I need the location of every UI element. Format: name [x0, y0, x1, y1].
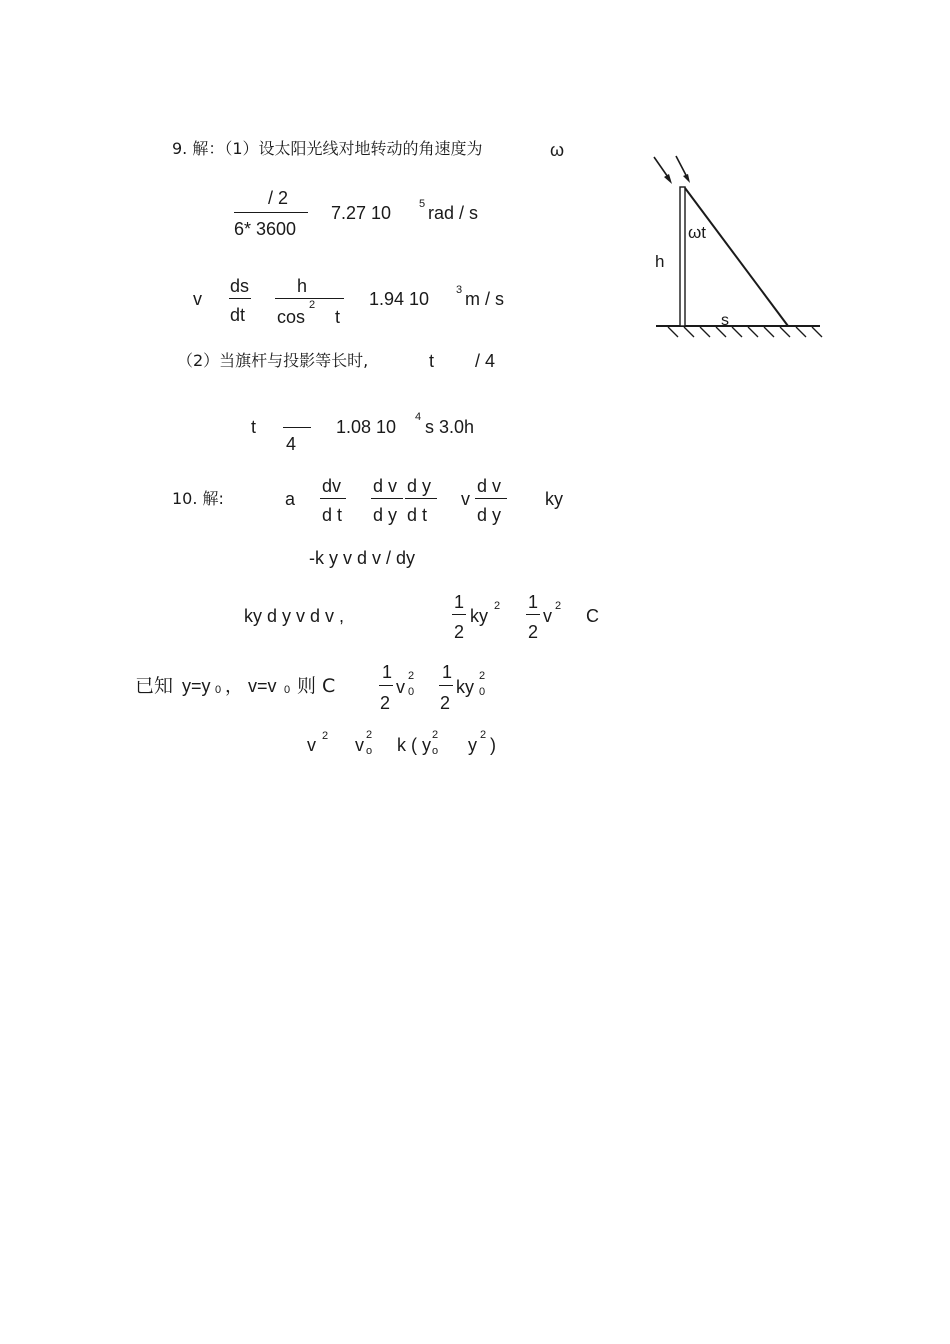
height-label: h: [655, 252, 665, 271]
row4-v: ， v=v: [225, 676, 277, 696]
row4-v0: v: [396, 677, 405, 697]
row3-half-b-bar: [526, 614, 540, 615]
eq2-lhs: v: [193, 289, 202, 309]
row5-y0-sup: 2: [432, 729, 439, 741]
row3-v-exp: 2: [555, 600, 562, 612]
part2-t: t: [429, 351, 435, 371]
row4-half-a-den: 2: [380, 693, 391, 713]
row3-c: C: [586, 606, 599, 626]
row4-half-a-bar: [379, 685, 393, 686]
row5-k-y: k ( y: [397, 735, 431, 755]
eq1-result: 7.27 10: [331, 203, 392, 223]
row1-frac4-den: d y: [477, 505, 502, 525]
row3-half-b-num: 1: [528, 592, 539, 612]
row1-frac3-num: d y: [407, 476, 432, 496]
row3-left: ky d y v d v ,: [244, 606, 345, 626]
eq1-denominator: 6* 3600: [234, 219, 297, 239]
row4-v0-sub: 0: [408, 686, 415, 698]
angle-label: ωt: [688, 223, 706, 242]
row1-frac2-num: d v: [373, 476, 398, 496]
eq2-frac2-den-t: t: [335, 307, 341, 327]
ground-hatching: [668, 327, 822, 337]
row4-half-a-num: 1: [382, 662, 393, 682]
flagpole-diagram: [640, 150, 830, 345]
row3-ky: ky: [470, 606, 488, 626]
eq1-unit: rad / s: [428, 203, 479, 223]
eq2-frac2-den-exp: 2: [309, 299, 316, 311]
row1-frac1-den: d t: [322, 505, 343, 525]
part2-text: （2）当旗杆与投影等长时,: [177, 351, 369, 370]
row3-ky-exp: 2: [494, 600, 501, 612]
row4-v0-sup: 2: [408, 670, 415, 682]
eq2-unit: m / s: [465, 289, 504, 309]
row4-v-sub: 0: [284, 684, 291, 696]
row4-half-b-den: 2: [440, 693, 451, 713]
row5-y0-sub: o: [432, 745, 439, 757]
omega-symbol: ω: [550, 140, 565, 160]
eq3-unit: s 3.0h: [425, 417, 475, 437]
row4-ky0: ky: [456, 677, 474, 697]
row5-v-sup: 2: [322, 730, 329, 742]
row3-half-a-den: 2: [454, 622, 465, 642]
eq2-frac2-num: h: [297, 276, 308, 296]
row5-v: v: [307, 735, 316, 755]
eq2-frac1-bar: [229, 298, 251, 299]
row4-ky0-sub: 0: [479, 686, 486, 698]
row1-v: v: [461, 489, 470, 509]
row5-vo: v: [355, 735, 364, 755]
row5-vo-sup: 2: [366, 729, 373, 741]
row1-frac2-bar: [371, 498, 403, 499]
row4-half-b-bar: [439, 685, 453, 686]
row4-half-b-num: 1: [442, 662, 453, 682]
row3-half-a-bar: [452, 614, 466, 615]
row2-equation: -k y v d v / dy: [309, 548, 416, 568]
eq1-numerator: / 2: [268, 188, 289, 208]
row3-half-a-num: 1: [454, 592, 465, 612]
row3-v: v: [543, 606, 552, 626]
shadow-label: s: [721, 312, 729, 329]
row1-frac3-den: d t: [407, 505, 428, 525]
row1-ky: ky: [545, 489, 563, 509]
row4-then-c: 则 C: [297, 675, 336, 697]
row4-y-sub: 0: [215, 684, 222, 696]
row1-frac1-bar: [320, 498, 346, 499]
problem-10-header: 10. 解:: [172, 489, 224, 508]
eq2-exponent: 3: [456, 284, 463, 296]
row5-y: y: [468, 735, 477, 755]
part2-value: / 4: [475, 351, 496, 371]
eq3-exponent: 4: [415, 411, 422, 423]
eq3-lhs: t: [251, 417, 257, 437]
eq1-exponent: 5: [419, 198, 426, 210]
row1-frac1-num: dv: [322, 476, 342, 496]
row4-ky0-sup: 2: [479, 670, 486, 682]
eq2-frac1-den: dt: [230, 305, 246, 325]
problem-9-header: 9. 解：（1）设太阳光线对地转动的角速度为: [172, 139, 483, 158]
eq3-denominator: 4: [286, 434, 297, 454]
row1-frac3-bar: [405, 498, 437, 499]
row1-a: a: [285, 489, 296, 509]
eq3-fraction-bar: [283, 427, 311, 428]
eq1-fraction-bar: [234, 212, 308, 213]
flagpole: [680, 187, 685, 326]
row1-frac2-den: d y: [373, 505, 398, 525]
row5-vo-sub: o: [366, 745, 373, 757]
row3-half-b-den: 2: [528, 622, 539, 642]
sun-ray-line: [685, 188, 788, 326]
row1-frac4-num: d v: [477, 476, 502, 496]
eq3-result: 1.08 10: [336, 417, 397, 437]
eq2-frac1-num: ds: [230, 276, 250, 296]
eq2-result: 1.94 10: [369, 289, 430, 309]
eq2-frac2-den-cos: cos: [277, 307, 306, 327]
arrowhead-icon: [683, 174, 690, 183]
row5-close-paren: ): [490, 735, 496, 755]
row4-y: y=y: [182, 676, 211, 696]
arrowhead-icon: [664, 174, 672, 184]
row1-frac4-bar: [475, 498, 507, 499]
row5-y-sup: 2: [480, 729, 487, 741]
row4-known: 已知: [135, 675, 174, 697]
